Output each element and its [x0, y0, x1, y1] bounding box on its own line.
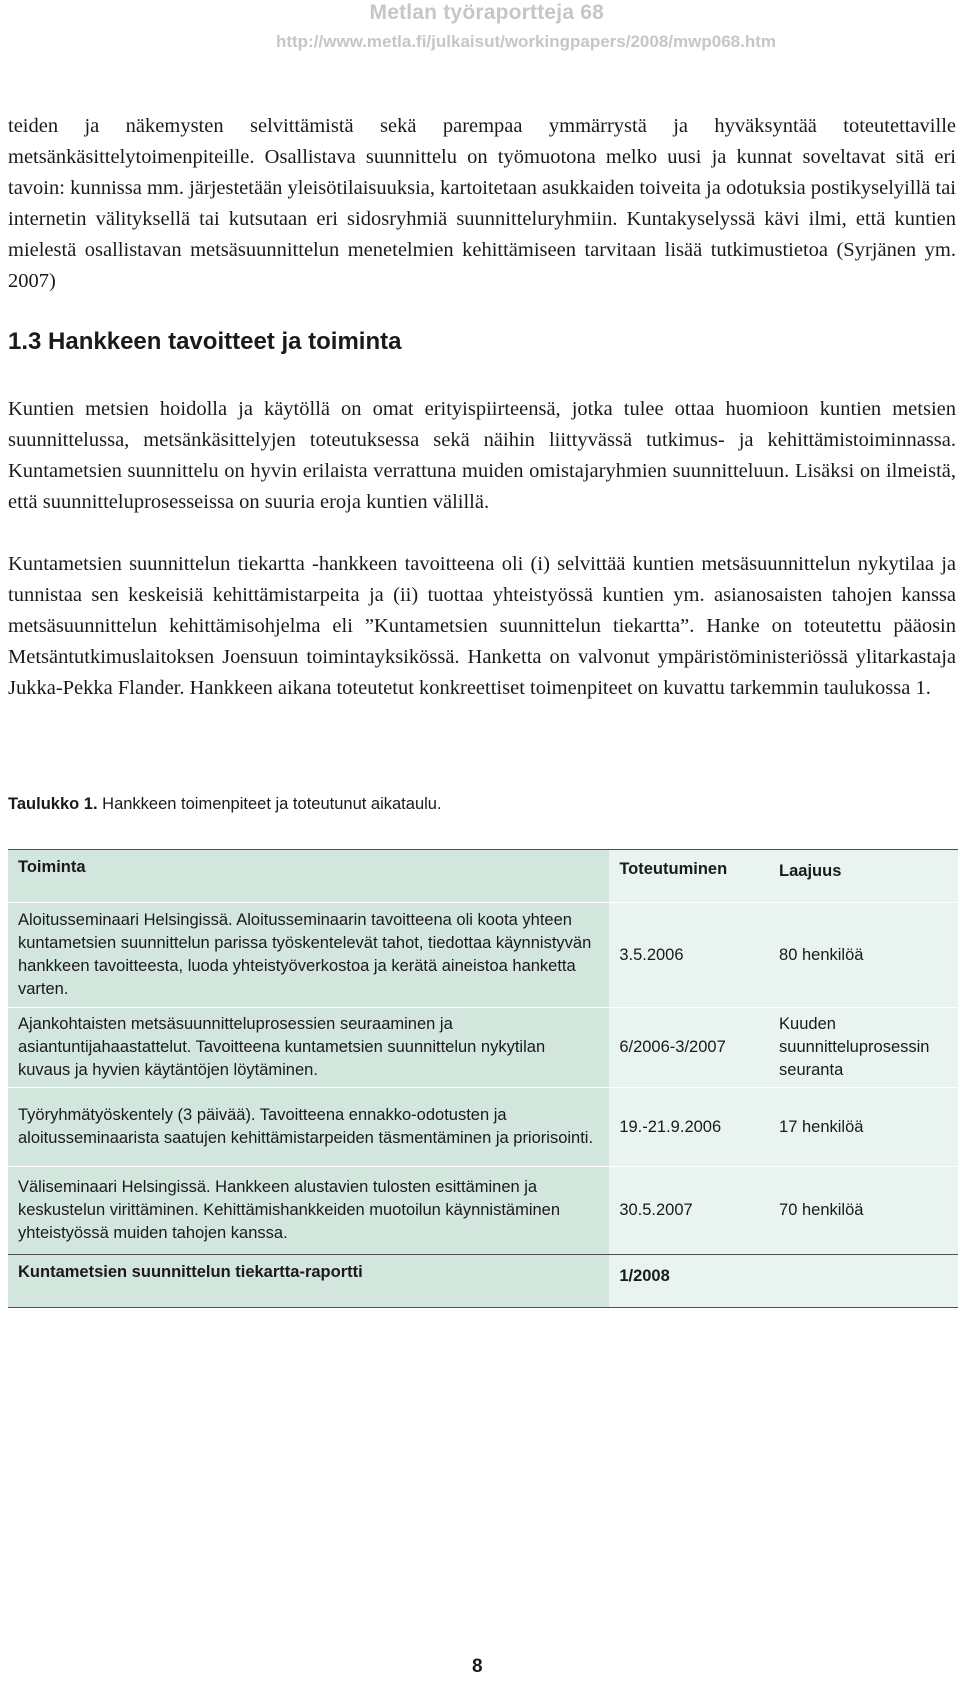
table-caption-label: Taulukko 1.: [8, 795, 98, 813]
cell-laajuus: 80 henkilöä: [769, 903, 958, 1008]
cell-toiminta: Aloitusseminaari Helsingissä. Aloitusseminaarin tavoitteena oli koota yhteen kuntametsien suunnittelun parissa työskentelevät tahot, tiedottaa käynnistyvän hankkeen tavoitteesta, luoda yhteistyöverkostoa ja kerätä aineistoa hanketta varten.: [8, 903, 609, 1008]
cell-laajuus: 17 henkilöä: [769, 1088, 958, 1167]
table-header-row: [8, 850, 958, 903]
column-header-toiminta: Toiminta: [8, 850, 609, 903]
footer-cell-toiminta: Kuntametsien suunnittelun tiekartta-raportti: [8, 1255, 609, 1308]
cell-toiminta: Ajankohtaisten metsäsuunnitteluprosessien seuraaminen ja asiantuntijahaastattelut. Tavoitteena kuntametsien suunnittelun nykytilan kuvaus ja hyvien käytäntöjen löytäminen.: [8, 1008, 609, 1088]
footer-cell-toteutuminen: 1/2008: [609, 1255, 769, 1308]
column-header-laajuus: Laajuus: [769, 850, 958, 903]
paragraph-municipal-forests: Kuntien metsien hoidolla ja käytöllä on omat erityispiirteensä, jotka tulee ottaa huomioon kuntien metsien suunnittelussa, metsänkäsittelyjen toteutuksessa sekä näihin liittyvässä tutkimus- ja kehittämistoiminnassa. Kuntametsien suunnittelu on hyvin erilaista verrattuna muiden omistajaryhmien suunnitteluun. Lisäksi on ilmeistä, että suunnitteluprosesseissa on suuria eroja kuntien välillä.: [8, 398, 956, 513]
paragraph-intro: teiden ja näkemysten selvittämistä sekä parempaa ymmärrystä ja hyväksyntää toteutettaville metsänkäsittelytoimenpiteille. Osallistava suunnittelu on työmuotona melko uusi ja kunnat soveltavat sitä eri tavoin: kunnissa mm. järjestetään yleisötilaisuuksia, kartoitetaan asukkaiden toiveita ja odotuksia postikyselyillä tai internetin välityksellä tai kutsutaan eri sidosryhmiä suunnitteluryhmiin. Kuntakyselyssä kävi ilmi, että kuntien mielestä osallistavan metsäsuunnittelun menetelmien kehittämiseen tarvitaan lisää tutkimustietoa (Syrjänen ym. 2007): [8, 115, 956, 292]
cell-toteutuminen: 19.-21.9.2006: [609, 1088, 769, 1167]
cell-toiminta: Työryhmätyöskentely (3 päivää). Tavoitteena ennakko-odotusten ja aloitusseminaarista saatujen kehittämistarpeiden täsmentäminen ja priorisointi.: [8, 1088, 609, 1167]
column-header-toteutuminen: Toteutuminen: [609, 850, 769, 903]
footer-cell-laajuus: [769, 1255, 958, 1308]
cell-toteutuminen: 3.5.2006: [609, 903, 769, 1008]
paragraph-project-goals: Kuntametsien suunnittelun tiekartta -hankkeen tavoitteena oli (i) selvittää kuntien metsäsuunnittelun nykytilaa ja tunnistaa sen keskeisiä kehittämistarpeita ja (ii) tuottaa yhteistyössä kuntien ym. asianosaisten tahojen kanssa metsäsuunnittelun kehittämisohjelma eli ”Kuntametsien suunnittelun tiekartta”. Hanke on toteutettu pääosin Metsäntutkimuslaitoksen Joensuun toimintayksikössä. Hanketta on valvonut ympäristöministeriössä ylitarkastaja Jukka-Pekka Flander. Hankkeen aikana toteutetut konkreettiset toimenpiteet on kuvattu tarkemmin taulukossa 1.: [8, 553, 956, 699]
table-row: [8, 1088, 958, 1167]
cell-laajuus: 70 henkilöä: [769, 1167, 958, 1255]
series-title: Metlan työraportteja 68: [369, 1, 604, 24]
table-footer-row: [8, 1255, 958, 1308]
cell-toteutuminen: 6/2006-3/2007: [609, 1008, 769, 1088]
project-actions-table: [8, 849, 958, 1308]
running-header: [0, 0, 960, 54]
table-caption-text: Hankkeen toimenpiteet ja toteutunut aikataulu.: [97, 795, 442, 813]
cell-toteutuminen: 30.5.2007: [609, 1167, 769, 1255]
table-caption: [8, 793, 442, 815]
page-number: 8: [472, 1656, 483, 1677]
publication-url[interactable]: http://www.metla.fi/julkaisut/workingpapers/2008/mwp068.htm: [275, 32, 776, 51]
section-heading: 1.3 Hankkeen tavoitteet ja toiminta: [8, 328, 402, 355]
table-row: [8, 1008, 958, 1088]
cell-laajuus: Kuuden suunnitteluprosessin seuranta: [769, 1008, 958, 1088]
table-row: [8, 903, 958, 1008]
table-row: [8, 1167, 958, 1255]
cell-toiminta: Väliseminaari Helsingissä. Hankkeen alustavien tulosten esittäminen ja keskustelun virittäminen. Kehittämishankkeiden muotoilun käynnistäminen yhteistyössä muiden tahojen kanssa.: [8, 1167, 609, 1255]
